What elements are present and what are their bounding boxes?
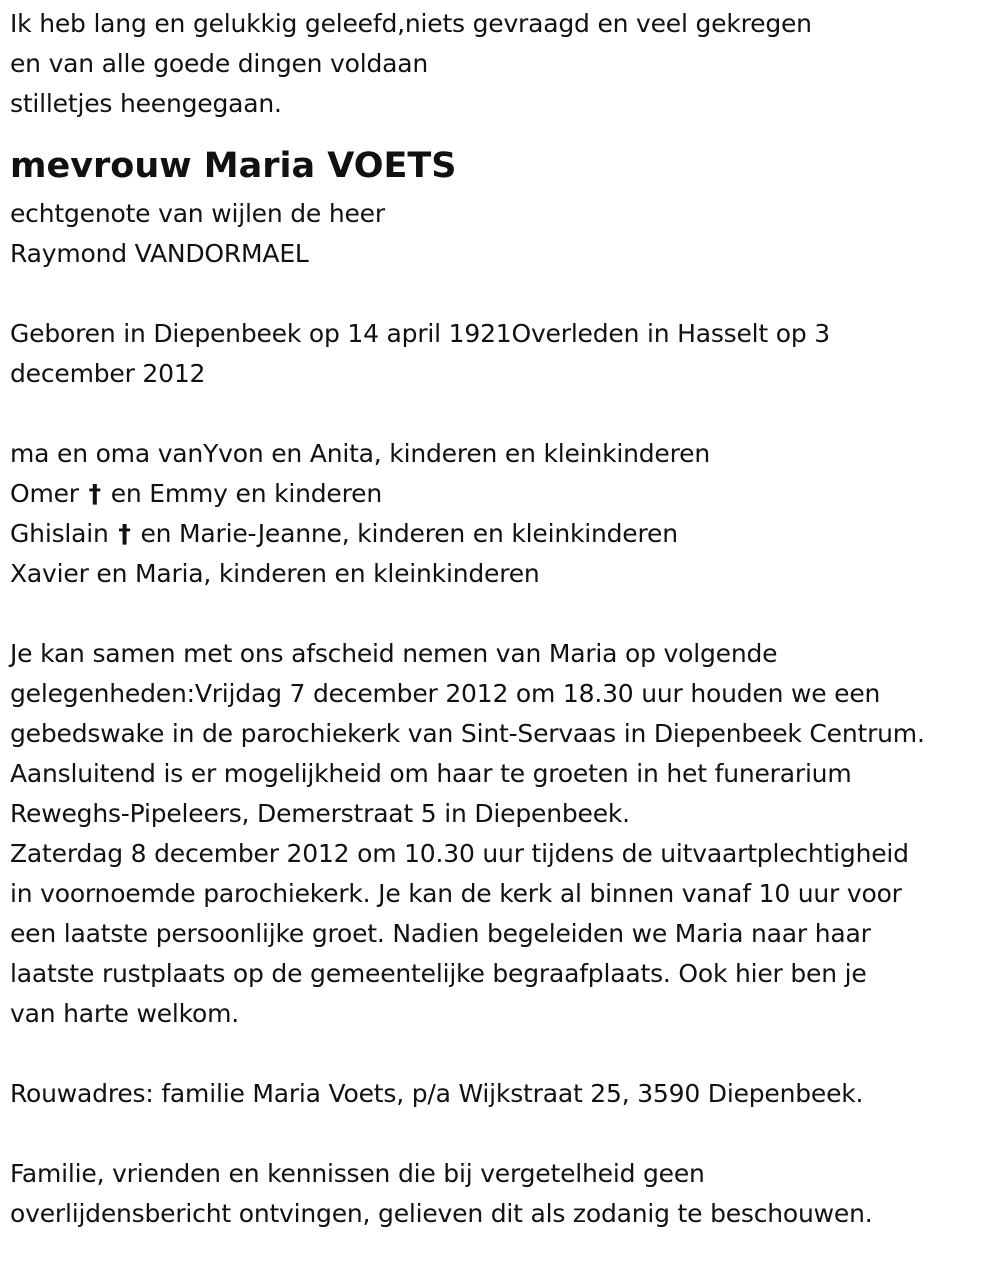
closing-line: Familie, vrienden en kennissen die bij vergetelheid geen <box>10 1159 705 1188</box>
ceremony-info <box>10 634 995 1034</box>
spouse-info <box>10 194 995 274</box>
family-line <box>10 474 995 514</box>
dates-line: december 2012 <box>10 359 206 388</box>
poem-line: Ik heb lang en gelukkig geleefd,niets gevraagd en veel gekregen <box>10 9 812 38</box>
ceremony-line: gelegenheden:Vrijdag 7 december 2012 om 18.30 uur houden we een <box>10 679 881 708</box>
spouse-name: Raymond VANDORMAEL <box>10 239 309 268</box>
ceremony-line: Zaterdag 8 december 2012 om 10.30 uur tijdens de uitvaartplechtigheid <box>10 839 909 868</box>
ceremony-line: in voornoemde parochiekerk. Je kan de kerk al binnen vanaf 10 uur voor <box>10 879 902 908</box>
closing-line: overlijdensbericht ontvingen, gelieven dit als zodanig te beschouwen. <box>10 1199 873 1228</box>
family-list <box>10 434 995 594</box>
cross-icon: † <box>118 519 131 548</box>
birth-death-dates <box>10 314 995 394</box>
ceremony-line: laatste rustplaats op de gemeentelijke begraafplaats. Ook hier ben je <box>10 959 867 988</box>
closing-note <box>10 1154 995 1234</box>
poem-line: en van alle goede dingen voldaan <box>10 49 429 78</box>
family-line: ma en oma vanYvon en Anita, kinderen en kleinkinderen <box>10 439 710 468</box>
ceremony-line: een laatste persoonlijke groet. Nadien begeleiden we Maria naar haar <box>10 919 871 948</box>
family-line-rest: en Marie-Jeanne, kinderen en kleinkinderen <box>140 519 678 548</box>
family-line-rest: en Emmy en kinderen <box>110 479 382 508</box>
deceased-name: mevrouw Maria VOETS <box>10 146 457 186</box>
ceremony-line: Je kan samen met ons afscheid nemen van Maria op volgende <box>10 639 778 668</box>
family-line: Xavier en Maria, kinderen en kleinkinderen <box>10 559 540 588</box>
ceremony-line: gebedswake in de parochiekerk van Sint-Servaas in Diepenbeek Centrum. <box>10 719 925 748</box>
poem-line: stilletjes heengegaan. <box>10 89 282 118</box>
poem <box>10 4 995 124</box>
obituary-notice <box>10 4 995 1234</box>
dates-line: Geboren in Diepenbeek op 14 april 1921Overleden in Hasselt op 3 <box>10 319 830 348</box>
ceremony-line: van harte welkom. <box>10 999 240 1028</box>
ceremony-line: Aansluitend is er mogelijkheid om haar te groeten in het funerarium <box>10 759 852 788</box>
family-line <box>10 514 995 554</box>
ceremony-line: Reweghs-Pipeleers, Demerstraat 5 in Diepenbeek. <box>10 799 630 828</box>
cross-icon: † <box>88 479 101 508</box>
family-member-name: Omer <box>10 479 79 508</box>
spouse-line: echtgenote van wijlen de heer <box>10 199 385 228</box>
mourning-address: Rouwadres: familie Maria Voets, p/a Wijkstraat 25, 3590 Diepenbeek. <box>10 1079 864 1108</box>
family-member-name: Ghislain <box>10 519 109 548</box>
